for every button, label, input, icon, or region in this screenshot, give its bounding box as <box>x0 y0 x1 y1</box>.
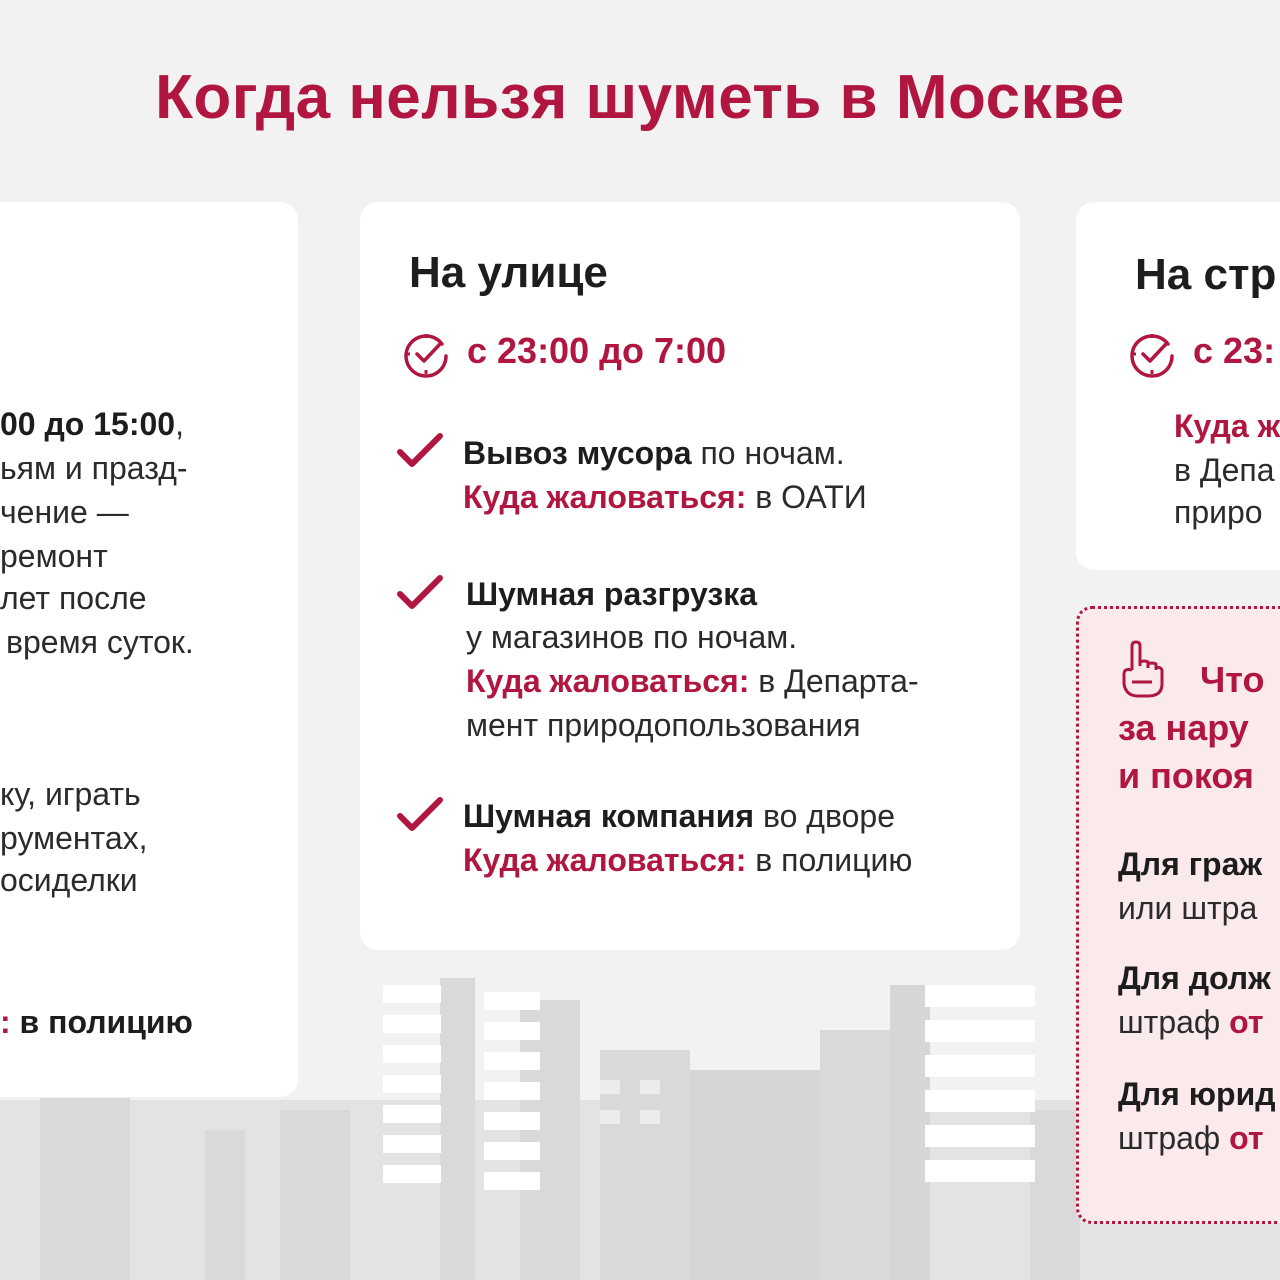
checkmark-icon <box>396 796 444 836</box>
fine-row-value: штраф от <box>1118 1120 1264 1156</box>
construction-heading: На стр <box>1135 250 1277 299</box>
construction-complaint-label: Куда ж <box>1174 408 1280 444</box>
fines-title-line: и покоя <box>1118 755 1254 796</box>
left-card-line: ремонт <box>0 538 108 574</box>
left-card-line: ьям и празд- <box>0 450 188 486</box>
street-item: Вывоз мусора по ночам. <box>463 435 845 471</box>
fines-title-line: за нару <box>1118 707 1249 748</box>
left-card-line: 00 до 15:00, <box>0 406 184 442</box>
street-item-complaint: Куда жаловаться: в Департа- <box>466 663 919 699</box>
checkmark-icon <box>396 574 444 614</box>
street-time-range: с 23:00 до 7:00 <box>467 330 726 371</box>
construction-complaint-line: приро <box>1174 494 1263 530</box>
fine-row-label: Для юрид <box>1118 1076 1276 1112</box>
fine-row-label: Для долж <box>1118 960 1271 996</box>
left-card-line: рументах, <box>0 820 148 856</box>
fines-title-line: Что <box>1200 659 1265 700</box>
left-card-line: время суток. <box>6 624 194 660</box>
street-item: Шумная разгрузка <box>466 576 758 612</box>
fine-row-label: Для граж <box>1118 846 1263 882</box>
fine-row-value: или штра <box>1118 890 1258 926</box>
left-card-complaint: : в полицию <box>0 1004 193 1040</box>
street-item-complaint: Куда жаловаться: в ОАТИ <box>463 479 867 515</box>
page-title: Когда нельзя шуметь в Москве <box>155 63 1125 132</box>
left-card-line: осиделки <box>0 862 138 898</box>
construction-complaint-line: в Депа <box>1174 452 1275 488</box>
pointing-hand-icon <box>1118 640 1166 700</box>
construction-time-range: с 23: <box>1193 330 1276 371</box>
fine-row-value: штраф от <box>1118 1004 1264 1040</box>
checkmark-icon <box>396 432 444 472</box>
street-item-complaint-cont: мент природопользования <box>466 707 861 743</box>
street-item: Шумная компания во дворе <box>463 798 895 834</box>
street-item-complaint: Куда жаловаться: в полицию <box>463 842 913 878</box>
clock-check-icon <box>402 330 450 378</box>
left-card-line: лет после <box>0 580 147 616</box>
street-item-detail: у магазинов по ночам. <box>466 619 798 655</box>
clock-check-icon <box>1128 330 1176 378</box>
left-card-line: чение — <box>0 494 129 530</box>
street-heading: На улице <box>409 248 608 297</box>
left-card-line: ку, играть <box>0 776 141 812</box>
